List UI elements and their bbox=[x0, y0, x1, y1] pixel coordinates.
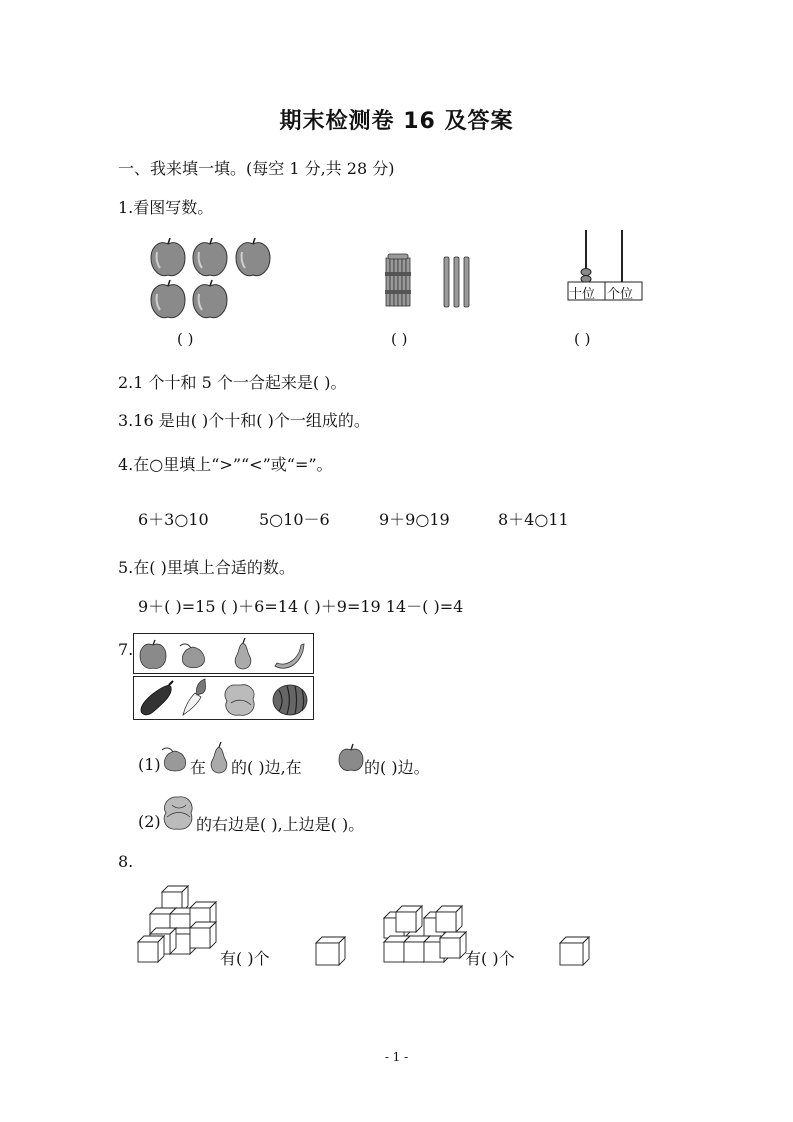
unit-cube-icon bbox=[559, 936, 591, 966]
q7-sub1-suffix: 的( )边。 bbox=[364, 758, 430, 777]
pear-icon bbox=[207, 741, 231, 775]
q8-text-2: 有( )个 bbox=[465, 949, 515, 968]
compare-item-1: 6＋3○10 bbox=[138, 510, 209, 529]
section-heading: 一、我来填一填。(每空 1 分,共 28 分) bbox=[118, 159, 395, 178]
cabbage-icon bbox=[225, 685, 254, 716]
question-7-label: 7. bbox=[118, 640, 134, 659]
q7-sub2-text: 的右边是( ),上边是( )。 bbox=[196, 815, 365, 834]
cabbage-icon bbox=[158, 793, 196, 833]
cube-stack-1 bbox=[136, 884, 216, 962]
question-1-label: 1.看图写数。 bbox=[118, 198, 214, 217]
q7-sub1-zai: 在 bbox=[190, 758, 207, 777]
q7-sub2-prefix: (2) bbox=[138, 812, 161, 831]
peach-icon bbox=[160, 745, 190, 773]
question-8-label: 8. bbox=[118, 852, 134, 871]
question-5-label: 5.在( )里填上合适的数。 bbox=[118, 558, 295, 577]
page-number: - 1 - bbox=[384, 1050, 409, 1064]
abacus-ones-label: 个位 bbox=[607, 287, 634, 302]
q7-sub1-prefix: (1) bbox=[138, 755, 161, 774]
question-5-equations: 9＋( )=15 ( )＋6=14 ( )＋9=19 14－( )=4 bbox=[138, 597, 464, 616]
cube-stack-2 bbox=[382, 906, 466, 964]
compare-item-2: 5○10－6 bbox=[259, 510, 330, 529]
compare-item-3: 9＋9○19 bbox=[379, 510, 450, 529]
question-2: 2.1 个十和 5 个一合起来是( )。 bbox=[118, 373, 347, 392]
fruit-vegetable-grid bbox=[133, 633, 315, 721]
question-4-label: 4.在○里填上“>”“<”或“=”。 bbox=[118, 455, 333, 474]
q8-text-1: 有( )个 bbox=[220, 949, 270, 968]
page-title: 期末检测卷 16 及答案 bbox=[279, 109, 514, 134]
question-3: 3.16 是由( )个十和( )个一组成的。 bbox=[118, 411, 370, 430]
answer-blank-sticks[interactable]: ( ) bbox=[391, 330, 408, 348]
answer-blank-abacus[interactable]: ( ) bbox=[574, 330, 591, 348]
q7-sub1-mid: 的( )边,在 bbox=[231, 758, 302, 777]
unit-cube-icon bbox=[315, 936, 347, 966]
apple-icon bbox=[338, 743, 364, 773]
watermelon-icon bbox=[273, 685, 307, 715]
sticks-picture bbox=[382, 252, 477, 312]
abacus-tens-label: 十位 bbox=[569, 287, 596, 302]
apples-picture bbox=[146, 236, 276, 320]
answer-blank-apples[interactable]: ( ) bbox=[177, 330, 194, 348]
compare-item-4: 8＋4○11 bbox=[498, 510, 569, 529]
